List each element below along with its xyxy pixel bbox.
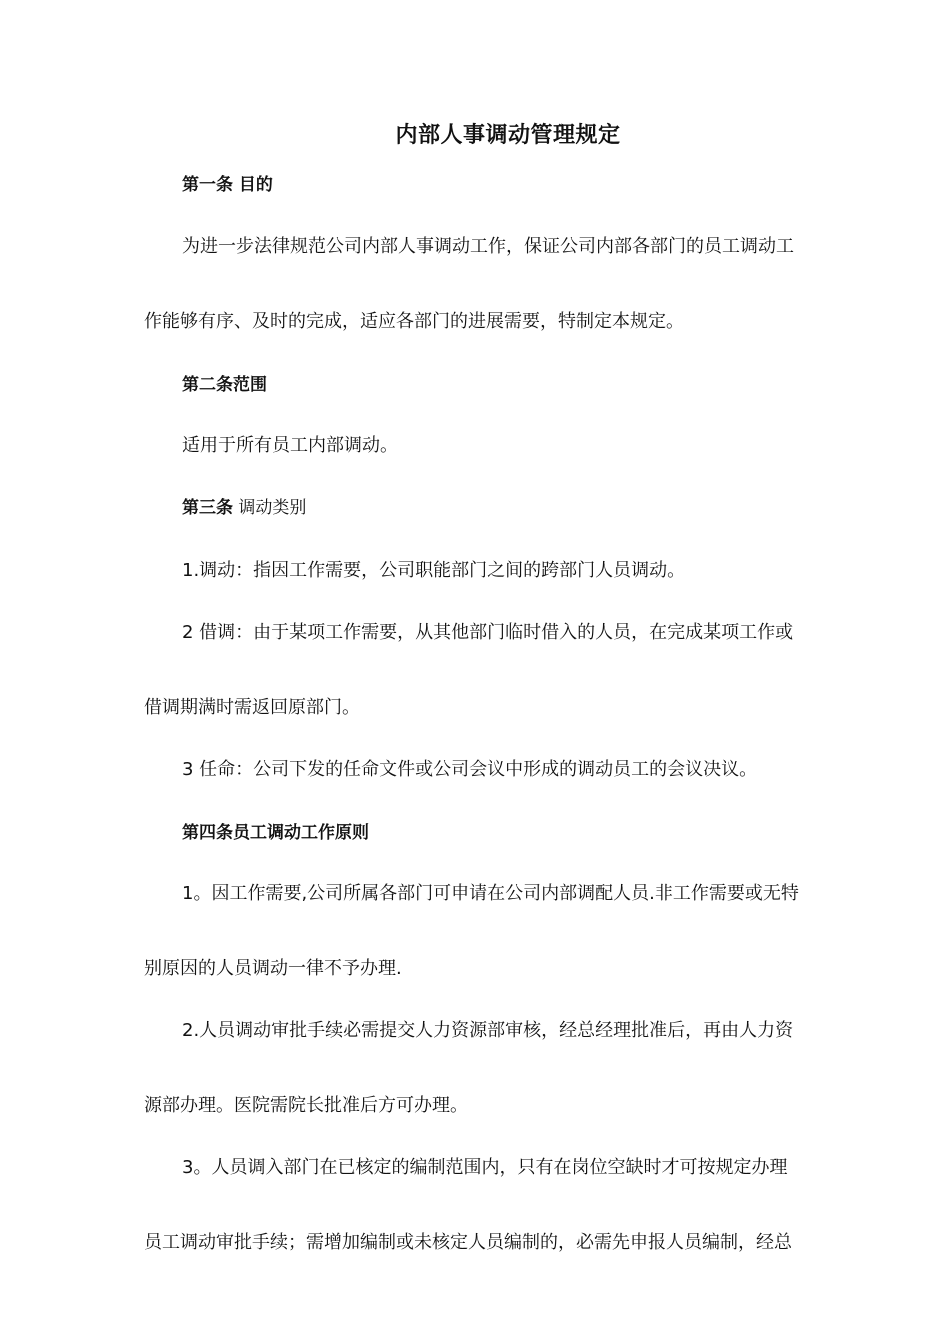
document-title: 内部人事调动管理规定	[395, 123, 621, 148]
article1-para-line2: 作能够有序、及时的完成，适应各部门的进展需要，特制定本规定。	[144, 311, 684, 332]
article2-heading: 第二条范围	[182, 375, 267, 395]
article3-item2-line2: 借调期满时需返回原部门。	[144, 697, 360, 718]
article4-item2-line1: 2.人员调动审批手续必需提交人力资源部审核，经总经理批准后，再由人力资	[182, 1020, 794, 1041]
article4-item1-line2: 别原因的人员调动一律不予办理.	[144, 958, 402, 979]
article4-heading: 第四条员工调动工作原则	[182, 823, 369, 843]
article3-heading-number: 第三条	[182, 498, 233, 518]
article4-item1-line1: 1。因工作需要,公司所属各部门可申请在公司内部调配人员.非工作需要或无特	[182, 883, 799, 904]
article3-item1: 1.调动：指因工作需要，公司职能部门之间的跨部门人员调动。	[182, 560, 686, 581]
article2-para: 适用于所有员工内部调动。	[182, 435, 398, 456]
article3-item3: 3 任命：公司下发的任命文件或公司会议中形成的调动员工的会议决议。	[182, 759, 758, 780]
article4-item2-line2: 源部办理。医院需院长批准后方可办理。	[144, 1095, 468, 1116]
article1-para-line1: 为进一步法律规范公司内部人事调动工作，保证公司内部各部门的员工调动工	[182, 236, 794, 257]
article3-heading	[182, 495, 306, 521]
article3-heading-title: 调动类别	[233, 498, 307, 518]
article1-heading: 第一条 目的	[182, 175, 273, 195]
article3-item2-line1: 2 借调：由于某项工作需要，从其他部门临时借入的人员，在完成某项工作或	[182, 622, 794, 643]
article4-item3-line2: 员工调动审批手续；需增加编制或未核定人员编制的，必需先申报人员编制，经总	[144, 1232, 792, 1253]
article4-item3-line1: 3。人员调入部门在已核定的编制范围内，只有在岗位空缺时才可按规定办理	[182, 1157, 788, 1178]
